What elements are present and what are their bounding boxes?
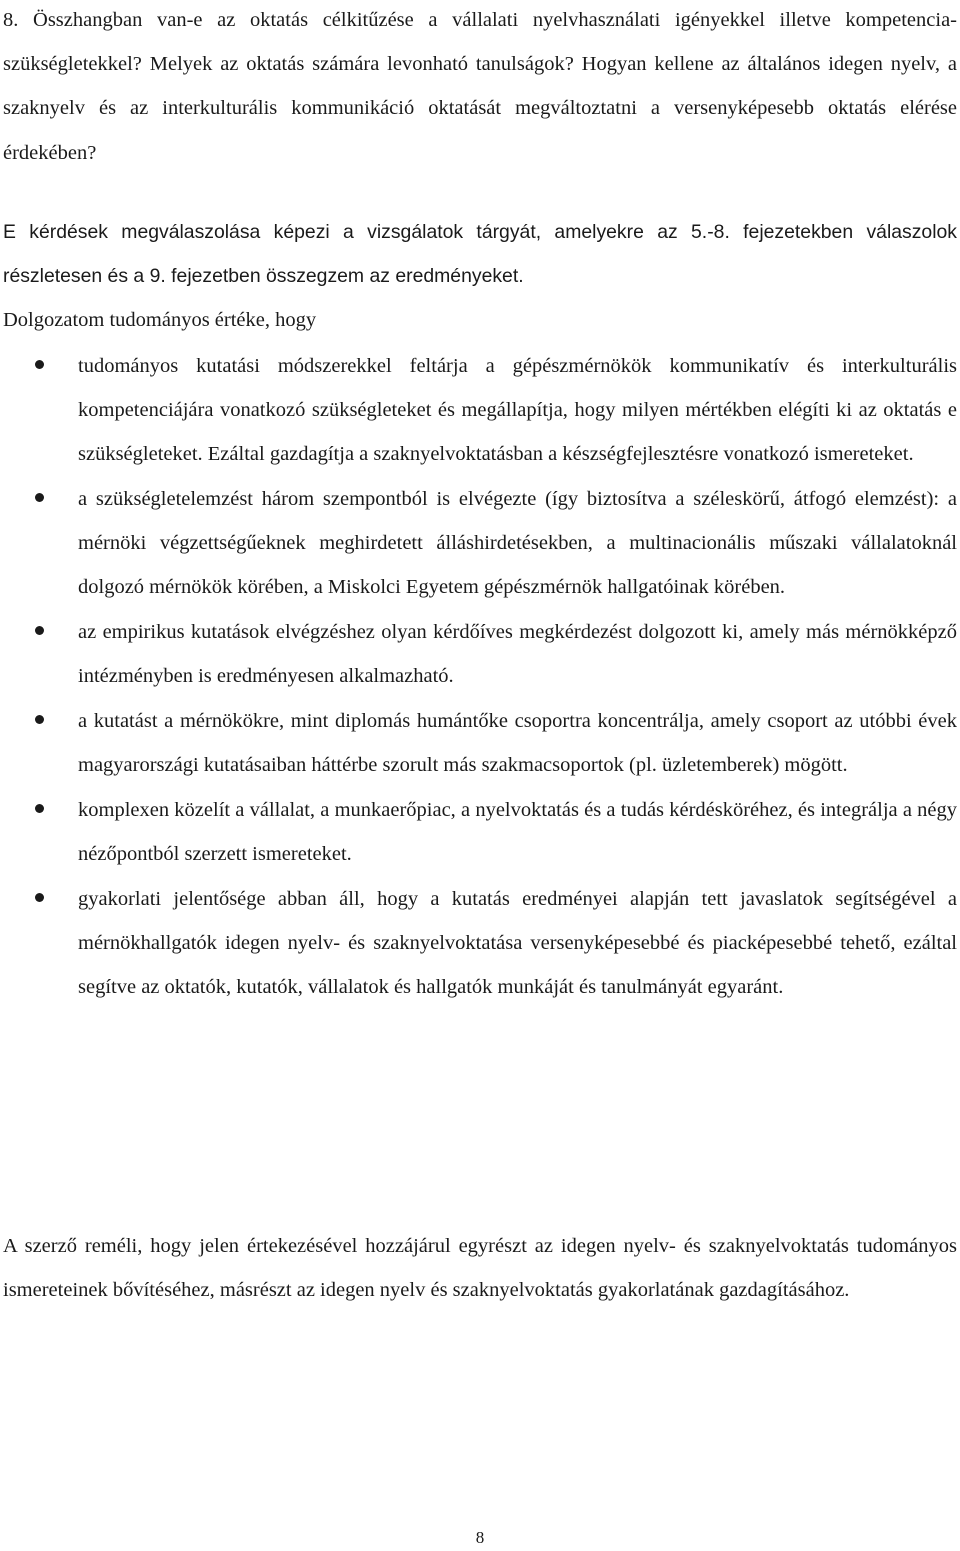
list-item <box>0 477 960 609</box>
bullet-icon <box>35 893 44 902</box>
bullet-text: a szükségletelemzést három szempontból is elvégezte (így biztosítva a széleskörű, átfogó elemzést): a mérnöki végzettségűeknek meghirdetett álláshirdetésekben, a multinacionális műszaki vállalatoknál dolgozó mérnökök körében, a Miskolci Egyetem gépészmérnök hallgatóinak körében. <box>78 488 957 598</box>
bullet-icon <box>35 804 44 813</box>
bullet-icon <box>35 715 44 724</box>
bullet-icon <box>35 360 44 369</box>
bullet-text: gyakorlati jelentősége abban áll, hogy a kutatás eredményei alapján tett javaslatok segítségével a mérnökhallgatók idegen nyelv- és szaknyelvoktatása versenyképesebbé és piacképesebbé tehető, ezáltal segítve az oktatók, kutatók, vállalatok és hallgatók munkáját és tanulmányát egyaránt. <box>78 888 957 998</box>
list-item <box>0 788 960 876</box>
question-8-paragraph: 8. Összhangban van-e az oktatás célkitűzése a vállalati nyelvhasználati igényekkel illetve kompetencia-szükségletekkel? Melyek az oktatás számára levonható tanulságok? Hogyan kellene az általános idegen nyelv, a szaknyelv és az interkulturális kommunikáció oktatását megváltoztatni a versenyképesebb oktatás elérése érdekében? <box>3 9 957 164</box>
bullet-text: a kutatást a mérnökökre, mint diplomás humántőke csoportra koncentrálja, amely csoport az utóbbi évek magyarországi kutatásaiban háttérbe szorult más szakmacsoportok (pl. üzletemberek) mögött. <box>78 710 957 776</box>
bullet-text: az empirikus kutatások elvégzéshez olyan kérdőíves megkérdezést dolgozott ki, amely más mérnökképző intézményben is eredményesen alkalmazható. <box>78 621 957 687</box>
value-bullet-list <box>0 344 960 1010</box>
bullet-text: komplexen közelít a vállalat, a munkaerőpiac, a nyelvoktatás és a tudás kérdésköréhez, és integrálja a négy nézőpontból szerzett ismereteket. <box>78 799 957 865</box>
value-intro: Dolgozatom tudományos értéke, hogy <box>3 309 317 331</box>
bullet-icon <box>35 493 44 502</box>
page-number: 8 <box>475 1528 485 1547</box>
closing-paragraph: A szerző reméli, hogy jelen értekezésével hozzájárul egyrészt az idegen nyelv- és szaknyelvoktatás tudományos ismereteinek bővítéséhez, másrészt az idegen nyelv és szaknyelvoktatás gyakorlatának gazdagításához. <box>3 1235 957 1302</box>
list-item <box>0 344 960 476</box>
bullet-icon <box>35 626 44 635</box>
list-item <box>0 610 960 698</box>
answers-paragraph: E kérdések megválaszolása képezi a vizsgálatok tárgyát, amelyekre az 5.-8. fejezetekben válaszolok részletesen és a 9. fejezetben összegzem az eredményeket. <box>3 221 957 288</box>
list-item <box>0 877 960 1009</box>
list-item <box>0 699 960 787</box>
bullet-text: tudományos kutatási módszerekkel feltárja a gépészmérnökök kommunikatív és interkulturális kompetenciájára vonatkozó szükségleteket és megállapítja, hogy milyen mértékben elégíti ki az oktatás e szükségleteket. Ezáltal gazdagítja a szaknyelvoktatásban a készségfejlesztésre vonatkozó ismereteket. <box>78 355 957 465</box>
